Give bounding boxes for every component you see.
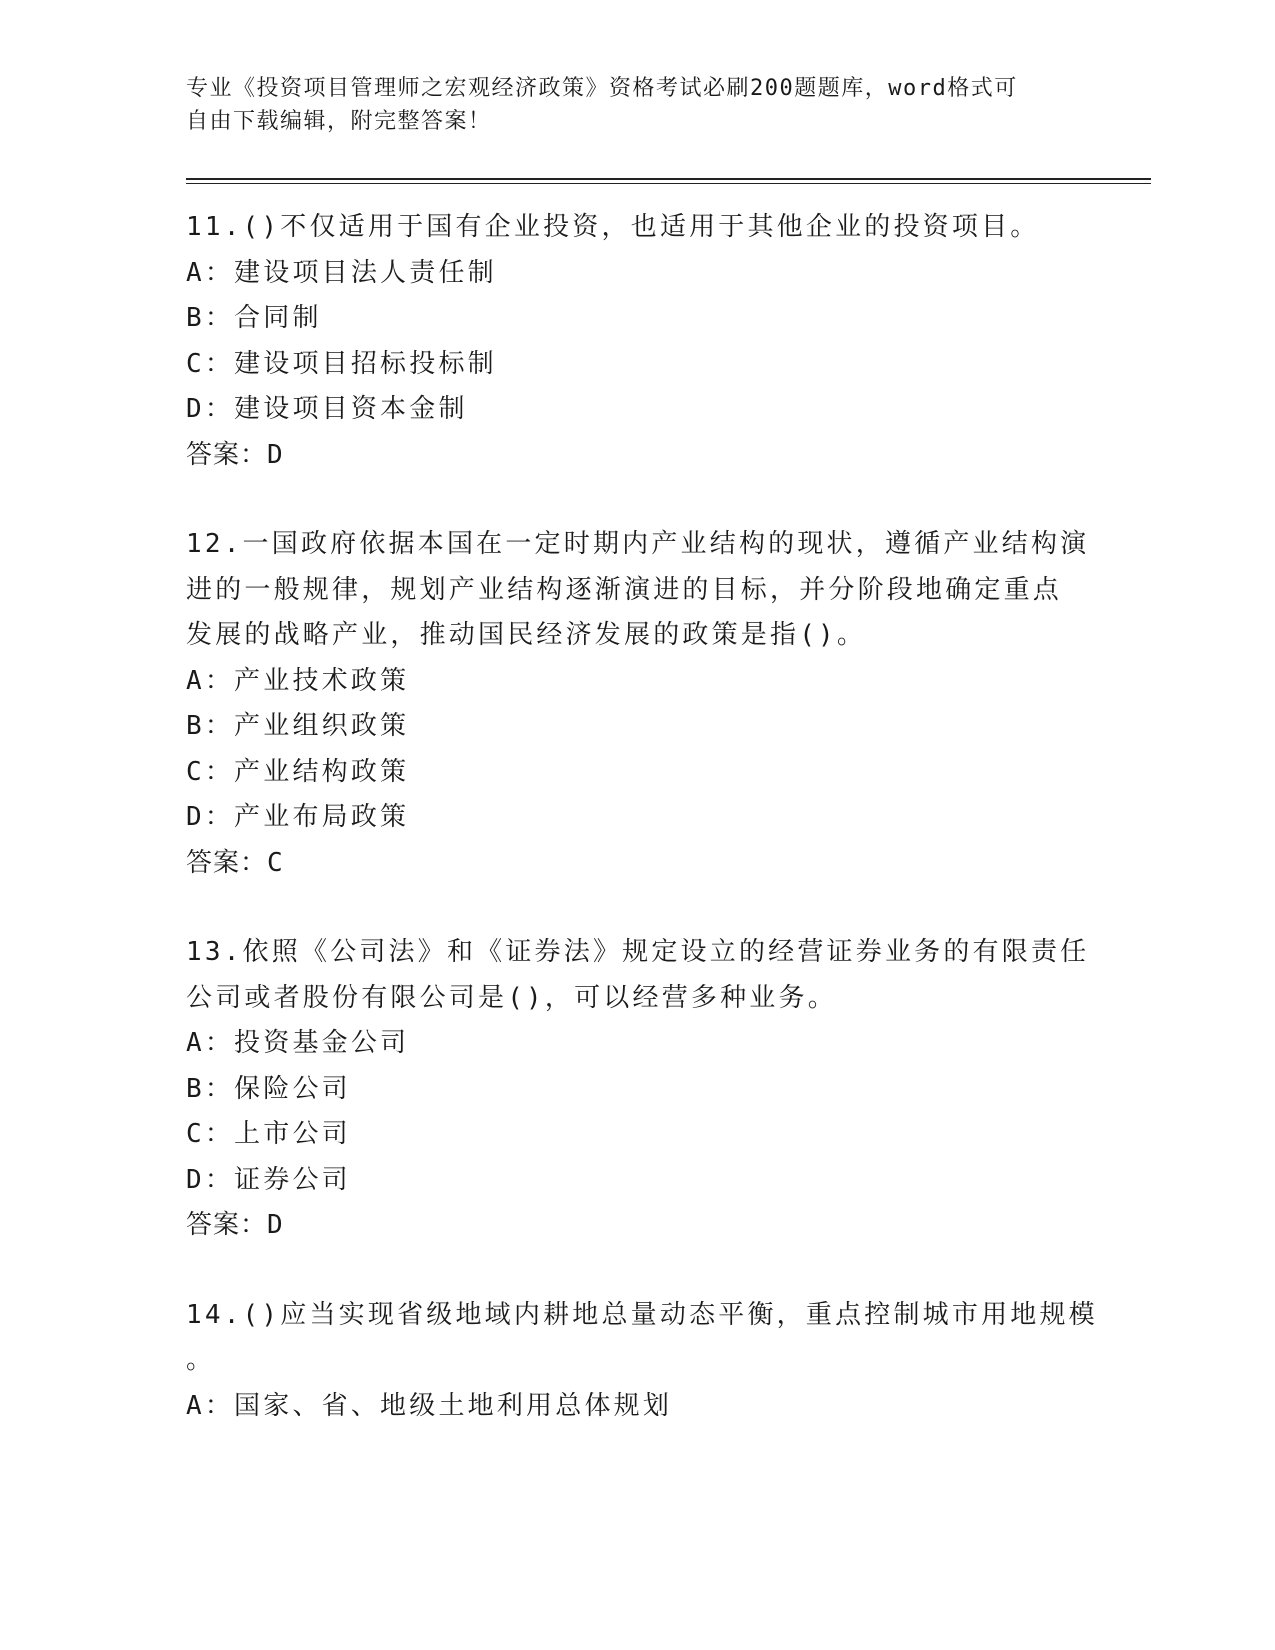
question-11	[186, 205, 1086, 478]
question-13	[186, 930, 1090, 1249]
header-line-2: 自由下载编辑，附完整答案！	[186, 109, 492, 134]
question-text-line-1: 14.()应当实现省级地域内耕地总量动态平衡，重点控制城市用地规模	[186, 1299, 1098, 1330]
question-text-line-3: 发展的战略产业，推动国民经济发展的政策是指()。	[186, 620, 867, 650]
question-list	[186, 205, 1098, 1429]
question-12	[186, 522, 1090, 886]
question-text-line-2: 公司或者股份有限公司是()，可以经营多种业务。	[186, 982, 837, 1013]
question-text-line-1: 13.依照《公司法》和《证券法》规定设立的经营证券业务的有限责任	[186, 937, 1090, 967]
question-14	[186, 1293, 1098, 1430]
question-text-line-1: 12.一国政府依据本国在一定时期内产业结构的现状，遵循产业结构演	[186, 529, 1090, 559]
option-c: C：建设项目招标投标制	[186, 348, 497, 379]
answer-label: 答案：	[186, 439, 268, 470]
option-a: A：产业技术政策	[186, 665, 410, 696]
option-a: A：国家、省、地级土地利用总体规划	[186, 1390, 673, 1421]
question-text-line-2: 。	[186, 1345, 216, 1375]
option-b: B：保险公司	[186, 1073, 351, 1104]
option-b: B：合同制	[186, 303, 322, 333]
header-divider-thin	[186, 183, 1151, 184]
answer	[186, 841, 1086, 887]
option-a: A：建设项目法人责任制	[186, 257, 497, 288]
option-b: B：产业组织政策	[186, 711, 410, 741]
question-text-line-2: 进的一般规律，规划产业结构逐渐演进的目标，并分阶段地确定重点	[186, 574, 1063, 605]
option-d: D：产业布局政策	[186, 802, 410, 832]
answer	[186, 1203, 1086, 1249]
option-c: C：产业结构政策	[186, 756, 410, 787]
answer-label: 答案：	[186, 847, 268, 878]
answer	[186, 433, 1086, 479]
answer-value: C	[267, 847, 284, 878]
answer-value: D	[267, 1210, 284, 1240]
answer-label: 答案：	[186, 1210, 268, 1240]
header-line-1: 专业《投资项目管理师之宏观经济政策》资格考试必刷200题题库，word格式可	[186, 76, 1018, 101]
document-header	[186, 72, 1066, 138]
answer-value: D	[267, 439, 284, 470]
option-d: D：建设项目资本金制	[186, 394, 468, 424]
option-d: D：证券公司	[186, 1164, 351, 1195]
option-a: A：投资基金公司	[186, 1028, 410, 1058]
question-text: 11.()不仅适用于国有企业投资，也适用于其他企业的投资项目。	[186, 212, 1040, 242]
header-divider-thick	[186, 178, 1151, 180]
option-c: C：上市公司	[186, 1119, 351, 1149]
